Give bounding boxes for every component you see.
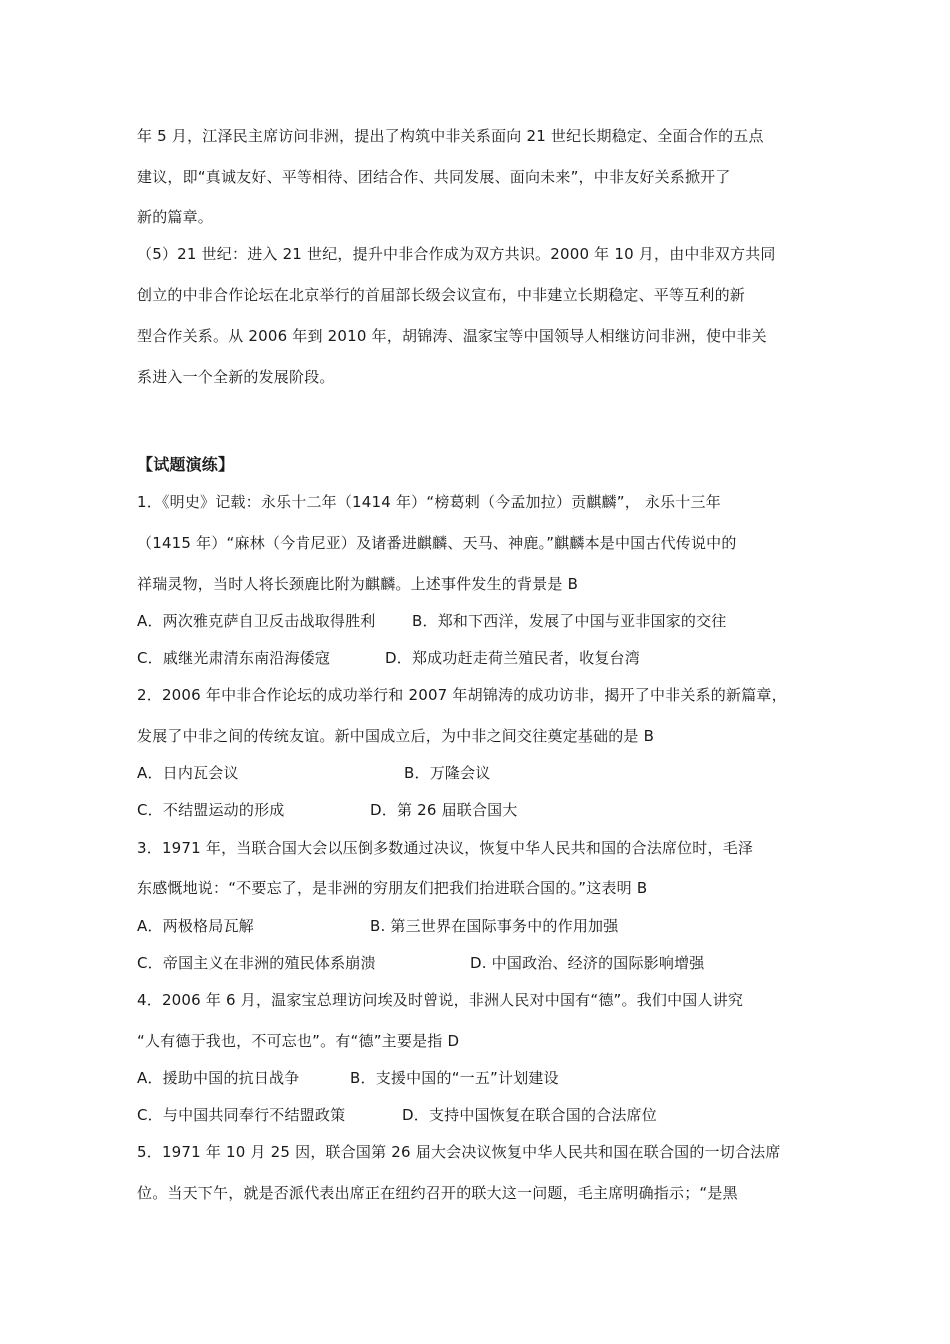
q1-line-1: 1．《明史》记载：永乐十二年（1414 年）“榜葛剌（今孟加拉）贡麒麟”， 永乐十三年: [137, 493, 721, 511]
q1-options-row-2: [137, 648, 827, 668]
exercise-heading: 【试题演练】: [137, 455, 235, 474]
q2-option-a: A．日内瓦会议: [137, 764, 239, 782]
q1-options-row-1: [137, 611, 827, 631]
q1-option-a: A．两次雅克萨自卫反击战取得胜利: [137, 612, 376, 630]
q3-option-c: C．帝国主义在非洲的殖民体系崩溃: [137, 954, 376, 972]
q3-option-d: D. 中国政治、经济的国际影响增强: [470, 954, 705, 972]
q4-option-c: C．与中国共同奉行不结盟政策: [137, 1106, 346, 1124]
q1-option-d: D．郑成功赶走荷兰殖民者，收复台湾: [385, 649, 640, 667]
q2-option-b: B．万隆会议: [404, 764, 491, 782]
q3-options-row-2: [137, 953, 827, 973]
q3-option-b: B. 第三世界在国际事务中的作用加强: [370, 917, 619, 935]
q3-options-row-1: [137, 916, 827, 936]
intro-line-7: 系进入一个全新的发展阶段。: [137, 368, 335, 386]
q4-option-d: D．支持中国恢复在联合国的合法席位: [402, 1106, 657, 1124]
q2-option-d: D．第 26 届联合国大: [370, 801, 518, 819]
q3-line-2: 东感慨地说：“不要忘了，是非洲的穷朋友们把我们抬进联合国的。”这表明 B: [137, 879, 648, 897]
q2-line-1: 2．2006 年中非合作论坛的成功举行和 2007 年胡锦涛的成功访非，揭开了中非关系的新篇章，: [137, 686, 787, 704]
q2-options-row-1: [137, 763, 827, 783]
intro-line-4: （5）21 世纪：进入 21 世纪，提升中非合作成为双方共识。2000 年 10 月，由中非双方共同: [137, 245, 776, 263]
q2-option-c: C．不结盟运动的形成: [137, 801, 285, 819]
q5-line-2: 位。当天下午，就是否派代表出席正在纽约召开的联大这一问题，毛主席明确指示；“是黑: [137, 1184, 738, 1202]
intro-line-6: 型合作关系。从 2006 年到 2010 年，胡锦涛、温家宝等中国领导人相继访问非洲，使中非关: [137, 327, 767, 345]
intro-line-3: 新的篇章。: [137, 208, 214, 226]
intro-line-1: 年 5 月，江泽民主席访问非洲，提出了构筑中非关系面向 21 世纪长期稳定、全面合作的五点: [137, 127, 764, 145]
q2-options-row-2: [137, 800, 827, 820]
q4-line-2: “人有德于我也，不可忘也”。有“德”主要是指 D: [137, 1032, 460, 1050]
q1-line-2: （1415 年）“麻林（今肯尼亚）及诸番进麒麟、天马、神鹿。”麒麟本是中国古代传说中的: [137, 534, 737, 552]
q4-options-row-2: [137, 1105, 827, 1125]
q2-line-2: 发展了中非之间的传统友谊。新中国成立后，为中非之间交往奠定基础的是 B: [137, 727, 655, 745]
q5-line-1: 5．1971 年 10 月 25 因，联合国第 26 届大会决议恢复中华人民共和国在联合国的一切合法席: [137, 1143, 781, 1161]
q1-option-b: B．郑和下西洋，发展了中国与亚非国家的交往: [412, 612, 727, 630]
q3-option-a: A．两极格局瓦解: [137, 917, 254, 935]
q4-line-1: 4．2006 年 6 月，温家宝总理访问埃及时曾说，非洲人民对中国有“德”。我们中国人讲究: [137, 991, 744, 1009]
q4-option-b: B．支援中国的“一五”计划建设: [350, 1069, 559, 1087]
q4-option-a: A．援助中国的抗日战争: [137, 1069, 300, 1087]
q4-options-row-1: [137, 1068, 827, 1088]
intro-line-2: 建议，即“真诚友好、平等相待、团结合作、共同发展、面向未来”，中非友好关系掀开了: [137, 168, 731, 186]
q3-line-1: 3．1971 年，当联合国大会以压倒多数通过决议，恢复中华人民共和国的合法席位时，毛泽: [137, 839, 754, 857]
q1-line-3: 祥瑞灵物，当时人将长颈鹿比附为麒麟。上述事件发生的背景是 B: [137, 575, 579, 593]
q1-option-c: C．戚继光肃清东南沿海倭寇: [137, 649, 331, 667]
intro-line-5: 创立的中非合作论坛在北京举行的首届部长级会议宣布，中非建立长期稳定、平等互利的新: [137, 286, 746, 304]
